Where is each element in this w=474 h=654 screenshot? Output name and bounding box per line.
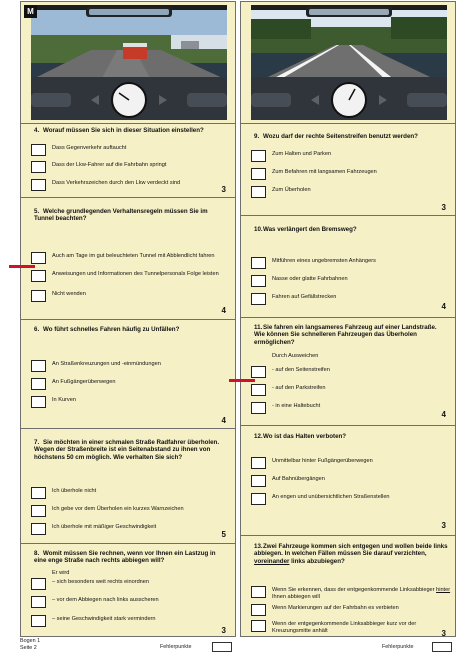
answer-checkbox[interactable] (31, 161, 46, 173)
answer-text: Auch am Tage im gut beleuchteten Tunnel mit Abblendlicht fahren (52, 253, 215, 259)
answer-checkbox[interactable] (31, 596, 46, 608)
error-marker (9, 265, 35, 268)
answer-text: Auf Bahnübergängen (272, 476, 325, 482)
answer-checkbox[interactable] (251, 475, 266, 487)
scene-image-left-svg (31, 5, 227, 120)
answer-option[interactable] (251, 586, 451, 602)
answer-text: Wenn der entgegenkommende Linksabbieger kurz vor der Kreuzungsmitte anhält (272, 621, 417, 634)
answer-option[interactable] (31, 523, 231, 535)
question-12 (241, 425, 455, 535)
question-9 (241, 123, 455, 215)
points-value: 3 (441, 521, 446, 530)
scene-image-tunnel (31, 5, 227, 120)
question-text: Sie möchten in einer schmalen Straße Radfahrer überholen. Wegen der Straßenbreite ist ein Seitenabstand zu ihnen von höchstens 50 cm möglich. Wie verhalten Sie sich? (34, 439, 220, 461)
answer-text: An Straßenkreuzungen und -einmündungen (52, 361, 161, 367)
answer-checkbox[interactable] (31, 523, 46, 535)
answer-text: – seine Geschwindigkeit stark vermindern (52, 616, 156, 622)
answer-option[interactable] (251, 620, 451, 636)
answer-option[interactable] (31, 270, 231, 288)
answer-option[interactable] (31, 396, 231, 408)
question-text: Welche grundlegenden Verhaltensregeln müssen Sie im Tunnel beachten? (34, 208, 208, 223)
question-8 (21, 543, 235, 637)
footer-sheet-info (20, 638, 40, 651)
answer-option[interactable] (31, 505, 231, 517)
answer-checkbox[interactable] (251, 168, 266, 180)
answer-text: Ich gebe vor dem Überholen ein kurzes Warnzeichen (52, 506, 184, 512)
footer-fehlerpunkte-right: Fehlerpunkte (382, 644, 414, 650)
answer-option[interactable] (251, 275, 451, 287)
scene-image-road (251, 5, 447, 120)
question-text: Wozu darf der rechte Seitenstreifen benutzt werden? (263, 133, 418, 140)
points-value: 3 (221, 626, 226, 635)
answer-checkbox[interactable] (31, 487, 46, 499)
answer-checkbox[interactable] (31, 615, 46, 627)
question-text-end: links abzubiegen? (289, 557, 345, 565)
question-13 (241, 535, 455, 637)
answer-text: Dass Gegenverkehr auftaucht (52, 145, 127, 151)
answer-text: Nicht wenden (52, 291, 86, 297)
answer-text: Dass Verkehrszeichen durch den Lkw verdeckt sind (52, 180, 181, 186)
answer-option[interactable] (31, 615, 231, 627)
answer-text: – sich besonders weit rechts einordnen (52, 579, 150, 585)
question-text: Sie fahren ein langsameres Fahrzeug auf einer Landstraße. Wie können Sie schnelleren Fahrzeugen das Überholen ermöglichen? (254, 324, 437, 346)
answer-checkbox[interactable] (251, 620, 266, 632)
question-number: 4. (34, 127, 40, 134)
answer-text: Ich überhole mit mäßiger Geschwindigkeit (52, 524, 157, 530)
answer-text: Zum Befahren mit langsamen Fahrzeugen (272, 169, 377, 175)
answer-text: An Fußgängerüberwegen (52, 379, 116, 385)
points-value: 4 (441, 302, 446, 311)
question-4 (21, 123, 235, 197)
answer-option[interactable] (251, 257, 451, 269)
answer-checkbox[interactable] (251, 366, 266, 378)
answer-text-end: Ihnen abbiegen will (272, 593, 320, 600)
points-value: 4 (221, 306, 226, 315)
question-10 (241, 215, 455, 317)
points-value: 3 (221, 185, 226, 194)
footer-fehlerpunkte-left: Fehlerpunkte (160, 644, 192, 650)
answer-option[interactable] (31, 596, 231, 608)
answer-option[interactable] (251, 604, 451, 616)
answer-text: Zum Halten und Parken (272, 151, 332, 157)
left-column (20, 1, 236, 637)
question-number: 10. (254, 226, 263, 233)
answer-checkbox[interactable] (251, 186, 266, 198)
question-text: Worauf müssen Sie sich in dieser Situation einstellen? (43, 127, 204, 134)
answer-text: Zum Überholen (272, 187, 311, 193)
answer-option[interactable] (31, 252, 231, 270)
right-column (240, 1, 456, 637)
answer-checkbox[interactable] (31, 290, 46, 302)
question-number: 9. (254, 133, 260, 140)
scene-image-right-svg (251, 5, 447, 120)
answer-text: Mitführen eines ungebremsten Anhängers (272, 258, 376, 264)
fehlerpunkte-box-left[interactable] (212, 642, 232, 652)
answer-checkbox[interactable] (251, 457, 266, 469)
answer-option[interactable] (251, 366, 451, 378)
answer-text: Fahren auf Gefällstrecken (272, 294, 337, 300)
question-7 (21, 428, 235, 543)
points-value: 3 (441, 203, 446, 212)
answer-checkbox[interactable] (251, 604, 266, 616)
question-11 (241, 317, 455, 425)
points-value: 4 (221, 416, 226, 425)
question-number: 5. (34, 208, 40, 215)
answer-option[interactable] (251, 186, 451, 198)
answer-text: - auf den Seitenstreifen (272, 367, 330, 373)
answer-checkbox[interactable] (251, 384, 266, 396)
answer-text: In Kurven (52, 397, 76, 403)
answer-checkbox[interactable] (31, 144, 46, 156)
answer-option[interactable] (251, 402, 451, 414)
answer-checkbox[interactable] (31, 505, 46, 517)
answer-checkbox[interactable] (31, 179, 46, 191)
answer-checkbox[interactable] (251, 293, 266, 305)
answer-option[interactable] (251, 475, 451, 487)
question-text-start: Zwei Fahrzeuge kommen sich entgegen und wollen beide links abbiegen. In welchen Fällen müssen Sie darauf verzichten, (254, 543, 448, 558)
answer-text: Unmittelbar hinter Fußgängerüberwegen (272, 458, 373, 464)
answer-option[interactable] (31, 161, 231, 173)
answer-text: Anweisungen und Informationen des Tunnelpersonals Folge leisten (52, 271, 219, 277)
question-text-underlined: voreinander (254, 557, 290, 565)
answer-checkbox[interactable] (251, 402, 266, 414)
question-text: Womit müssen Sie rechnen, wenn vor Ihnen ein Lastzug in eine enge Straße nach rechts abbiegen will? (34, 550, 216, 565)
answer-option[interactable] (31, 179, 231, 191)
answer-option[interactable] (251, 457, 451, 469)
answer-checkbox[interactable] (251, 493, 266, 505)
points-value: 5 (221, 530, 226, 539)
error-marker (229, 379, 255, 382)
points-value: 4 (441, 410, 446, 419)
answer-text: Dass der Lkw-Fahrer auf die Fahrbahn springt (52, 162, 167, 168)
answer-option[interactable] (251, 168, 451, 180)
answer-checkbox[interactable] (31, 360, 46, 372)
answer-option[interactable] (31, 378, 231, 390)
answer-checkbox[interactable] (31, 378, 46, 390)
answer-checkbox[interactable] (251, 257, 266, 269)
fehlerpunkte-box-right[interactable] (432, 642, 452, 652)
question-subtext: Durch Ausweichen (272, 353, 319, 359)
answer-text-start: Wenn Sie erkennen, dass der entgegenkommende Linksabbieger (272, 587, 437, 593)
answer-option[interactable] (251, 150, 451, 162)
answer-text-underlined: hinter (436, 587, 451, 593)
question-number: 8. (34, 550, 40, 557)
answer-text: Nasse oder glatte Fahrbahnen (272, 276, 348, 282)
answer-option[interactable] (251, 384, 451, 396)
points-value: 3 (441, 629, 446, 638)
answer-option[interactable] (31, 578, 231, 590)
answer-option[interactable] (31, 360, 231, 372)
question-text: Wo ist das Halten verboten? (263, 433, 347, 440)
question-number: 7. (34, 439, 40, 446)
answer-text: Wenn Markierungen auf der Fahrbahn es verbieten (272, 605, 399, 611)
answer-checkbox[interactable] (31, 252, 46, 264)
answer-option[interactable] (31, 144, 231, 156)
question-text: Wo führt schnelles Fahren häufig zu Unfällen? (43, 326, 180, 333)
answer-checkbox[interactable] (31, 578, 46, 590)
answer-text: - in eine Haltebucht (272, 403, 321, 409)
answer-checkbox[interactable] (251, 150, 266, 162)
class-badge: M (24, 5, 37, 18)
question-5 (21, 197, 235, 319)
answer-checkbox[interactable] (31, 396, 46, 408)
question-subtext: Er wird (52, 570, 70, 576)
question-text: Was verlängert den Bremsweg? (263, 226, 357, 233)
question-number: 13. (254, 543, 263, 550)
answer-checkbox[interactable] (251, 586, 266, 598)
answer-checkbox[interactable] (251, 275, 266, 287)
question-6 (21, 319, 235, 428)
answer-text: – vor dem Abbiegen nach links ausscheren (52, 597, 159, 603)
answer-text: - auf den Parkstreifen (272, 385, 326, 391)
answer-text: An engen und unübersichtlichen Straßenstellen (272, 494, 390, 500)
answer-option[interactable] (251, 493, 451, 505)
footer-bogen: Bogen 1 (20, 638, 41, 644)
footer-seite: Seite 2 (20, 644, 37, 651)
answer-text: Ich überhole nicht (52, 488, 97, 494)
question-number: 6. (34, 326, 40, 333)
answer-option[interactable] (31, 290, 231, 302)
question-number: 11. (254, 324, 263, 331)
answer-option[interactable] (251, 293, 451, 305)
question-number: 12. (254, 433, 263, 440)
answer-option[interactable] (31, 487, 231, 499)
answer-checkbox[interactable] (31, 270, 46, 282)
